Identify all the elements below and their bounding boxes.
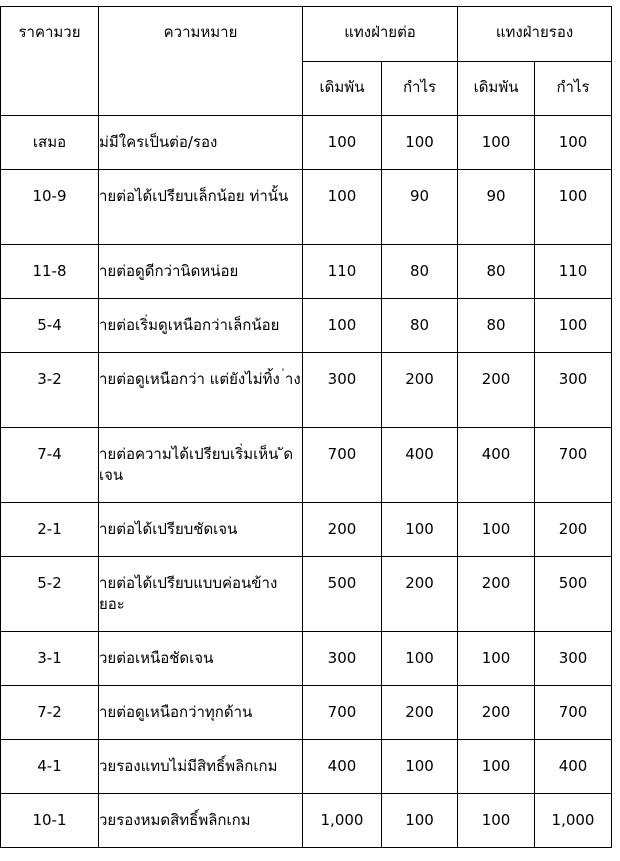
header-underdog-side: แทงฝ่ายรอง: [458, 7, 612, 62]
fav-profit-cell: 80: [382, 299, 458, 353]
dog-stake-cell: 80: [458, 299, 535, 353]
fav-profit-cell: 200: [382, 686, 458, 740]
fav-stake-cell: 500: [303, 557, 382, 632]
table-row: [1, 428, 612, 503]
price-cell: 10-9: [1, 170, 99, 245]
dog-stake-cell: 90: [458, 170, 535, 245]
dog-stake-cell: 200: [458, 557, 535, 632]
fav-profit-cell: 80: [382, 245, 458, 299]
dog-stake-cell: 100: [458, 740, 535, 794]
header-fav-profit: กำไร: [382, 62, 458, 116]
fav-profit-cell: 100: [382, 740, 458, 794]
price-cell: เสมอ: [1, 116, 99, 170]
table-row: [1, 632, 612, 686]
dog-profit-cell: 100: [535, 116, 612, 170]
fav-stake-cell: 700: [303, 686, 382, 740]
header-fav-stake: เดิมพัน: [303, 62, 382, 116]
dog-stake-cell: 200: [458, 353, 535, 428]
dog-profit-cell: 500: [535, 557, 612, 632]
odds-table: [0, 6, 612, 848]
meaning-cell: ายต่อดูดีกว่านิดหน่อย: [99, 245, 303, 299]
price-cell: 3-2: [1, 353, 99, 428]
fav-profit-cell: 400: [382, 428, 458, 503]
table-row: [1, 740, 612, 794]
header-price: ราคามวย: [1, 7, 99, 116]
dog-profit-cell: 400: [535, 740, 612, 794]
price-cell: 7-2: [1, 686, 99, 740]
fav-profit-cell: 200: [382, 557, 458, 632]
header-meaning: ความหมาย: [99, 7, 303, 116]
fav-stake-cell: 1,000: [303, 794, 382, 848]
price-cell: 5-2: [1, 557, 99, 632]
dog-profit-cell: 700: [535, 428, 612, 503]
meaning-cell: วยต่อเหนือชัดเจน: [99, 632, 303, 686]
meaning-cell: ายต่อดูเหนือกว่า แต่ยังไม่ทิ้ง ่าง: [99, 353, 303, 428]
price-cell: 2-1: [1, 503, 99, 557]
table-row: [1, 170, 612, 245]
table-row: [1, 353, 612, 428]
fav-profit-cell: 200: [382, 353, 458, 428]
price-cell: 11-8: [1, 245, 99, 299]
table-row: [1, 794, 612, 848]
meaning-cell: วยรองหมดสิทธิ์พลิกเกม: [99, 794, 303, 848]
dog-profit-cell: 300: [535, 353, 612, 428]
dog-profit-cell: 110: [535, 245, 612, 299]
fav-stake-cell: 300: [303, 353, 382, 428]
dog-stake-cell: 100: [458, 503, 535, 557]
table-row: [1, 557, 612, 632]
fav-profit-cell: 100: [382, 503, 458, 557]
header-dog-stake: เดิมพัน: [458, 62, 535, 116]
price-cell: 7-4: [1, 428, 99, 503]
fav-stake-cell: 200: [303, 503, 382, 557]
dog-stake-cell: 100: [458, 632, 535, 686]
dog-profit-cell: 100: [535, 170, 612, 245]
dog-stake-cell: 200: [458, 686, 535, 740]
dog-stake-cell: 100: [458, 116, 535, 170]
dog-stake-cell: 400: [458, 428, 535, 503]
price-cell: 3-1: [1, 632, 99, 686]
price-cell: 5-4: [1, 299, 99, 353]
header-dog-profit: กำไร: [535, 62, 612, 116]
fav-stake-cell: 700: [303, 428, 382, 503]
dog-profit-cell: 100: [535, 299, 612, 353]
header-favorite-side: แทงฝ่ายต่อ: [303, 7, 458, 62]
meaning-cell: ายต่อได้เปรียบชัดเจน: [99, 503, 303, 557]
fav-stake-cell: 400: [303, 740, 382, 794]
dog-profit-cell: 1,000: [535, 794, 612, 848]
table-row: [1, 245, 612, 299]
fav-profit-cell: 90: [382, 170, 458, 245]
price-cell: 10-1: [1, 794, 99, 848]
dog-profit-cell: 700: [535, 686, 612, 740]
meaning-cell: ายต่อได้เปรียบแบบค่อนข้าง ยอะ: [99, 557, 303, 632]
table-row: [1, 116, 612, 170]
meaning-cell: ม่มีใครเป็นต่อ/รอง: [99, 116, 303, 170]
dog-stake-cell: 80: [458, 245, 535, 299]
dog-profit-cell: 200: [535, 503, 612, 557]
fav-profit-cell: 100: [382, 116, 458, 170]
table-body: [1, 116, 612, 848]
fav-profit-cell: 100: [382, 632, 458, 686]
table-row: [1, 503, 612, 557]
fav-stake-cell: 100: [303, 170, 382, 245]
table-row: [1, 299, 612, 353]
meaning-cell: วยรองแทบไม่มีสิทธิ์พลิกเกม: [99, 740, 303, 794]
meaning-cell: ายต่อเริ่มดูเหนือกว่าเล็กน้อย: [99, 299, 303, 353]
price-cell: 4-1: [1, 740, 99, 794]
meaning-cell: ายต่อดูเหนือกว่าทุกด้าน: [99, 686, 303, 740]
fav-stake-cell: 300: [303, 632, 382, 686]
meaning-cell: ายต่อความได้เปรียบเริ่มเห็น ัดเจน: [99, 428, 303, 503]
fav-stake-cell: 100: [303, 116, 382, 170]
dog-profit-cell: 300: [535, 632, 612, 686]
fav-profit-cell: 100: [382, 794, 458, 848]
fav-stake-cell: 100: [303, 299, 382, 353]
dog-stake-cell: 100: [458, 794, 535, 848]
fav-stake-cell: 110: [303, 245, 382, 299]
table-row: [1, 686, 612, 740]
meaning-cell: ายต่อได้เปรียบเล็กน้อย ท่านั้น: [99, 170, 303, 245]
